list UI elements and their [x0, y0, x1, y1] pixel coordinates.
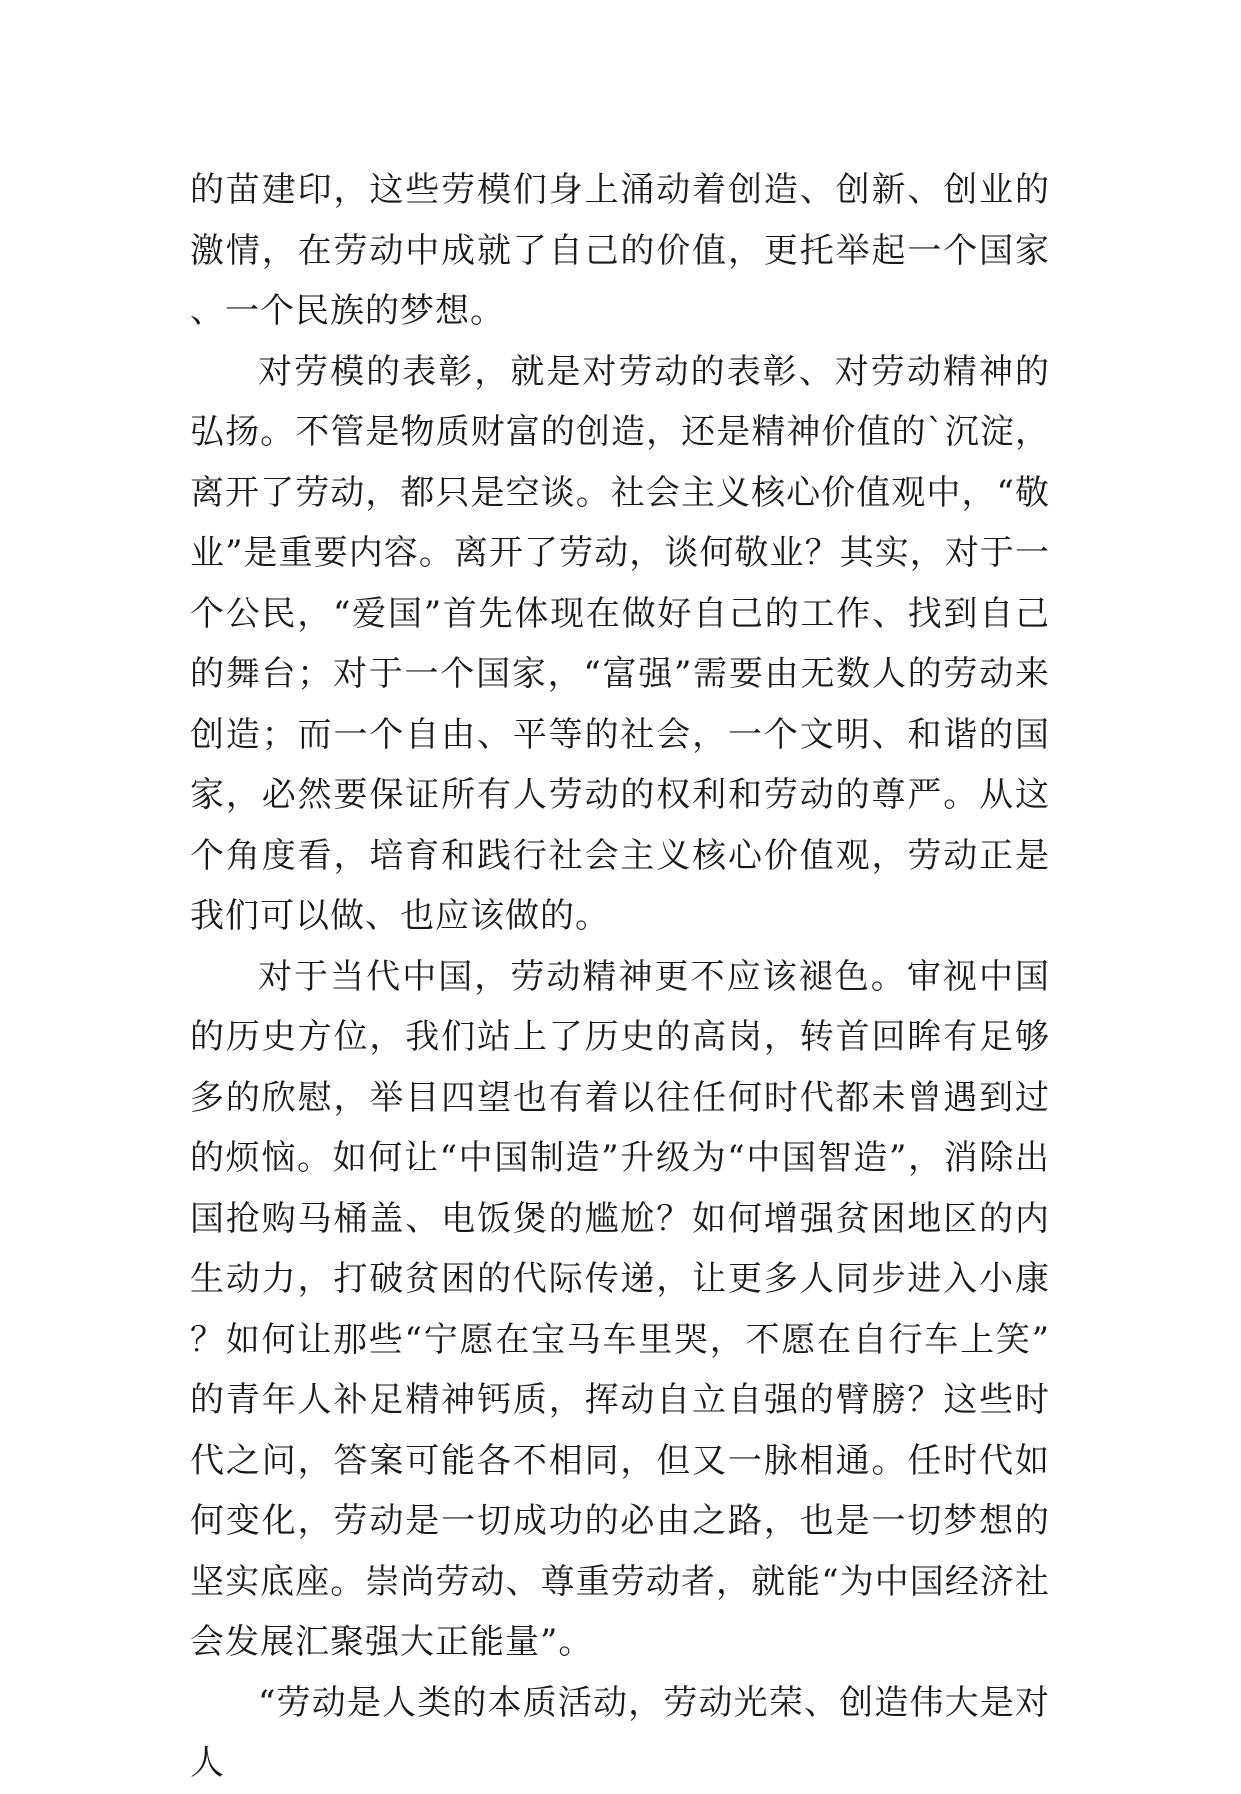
paragraph-4: “劳动是人类的本质活动，劳动光荣、创造伟大是对人	[190, 1682, 1050, 1783]
paragraph-1: 的苗建印，这些劳模们身上涌动着创造、创新、创业的激情，在劳动中成就了自己的价值，更托举起一个国家、一个民族的梦想。	[190, 170, 1050, 331]
paragraph-2: 对劳模的表彰，就是对劳动的表彰、对劳动精神的弘扬。不管是物质财富的创造，还是精神价值的`沉淀，离开了劳动，都只是空谈。社会主义核心价值观中，“敬业”是重要内容。离开了劳动，谈何敬业？其实，对于一个公民，“爱国”首先体现在做好自己的工作、找到自己的舞台；对于一个国家，“富强”需要由无数人的劳动来创造；而一个自由、平等的社会，一个文明、和谐的国家，必然要保证所有人劳动的权利和劳动的尊严。从这个角度看，培育和践行社会主义核心价值观，劳动正是我们可以做、也应该做的。	[190, 351, 1050, 936]
paragraph-3: 对于当代中国，劳动精神更不应该褪色。审视中国的历史方位，我们站上了历史的高岗，转首回眸有足够多的欣慰，举目四望也有着以往任何时代都未曾遇到过的烦恼。如何让“中国制造”升级为“中国智造”，消除出国抢购马桶盖、电饭煲的尴尬？如何增强贫困地区的内生动力，打破贫困的代际传递，让更多人同步进入小康？如何让那些“宁愿在宝马车里哭，不愿在自行车上笑”的青年人补足精神钙质，挥动自立自强的臂膀？这些时代之问，答案可能各不相同，但又一脉相通。任时代如何变化，劳动是一切成功的必由之路，也是一切梦想的坚实底座。崇尚劳动、尊重劳动者，就能“为中国经济社会发展汇聚强大正能量”。	[190, 956, 1050, 1662]
document-body	[190, 160, 1050, 1794]
